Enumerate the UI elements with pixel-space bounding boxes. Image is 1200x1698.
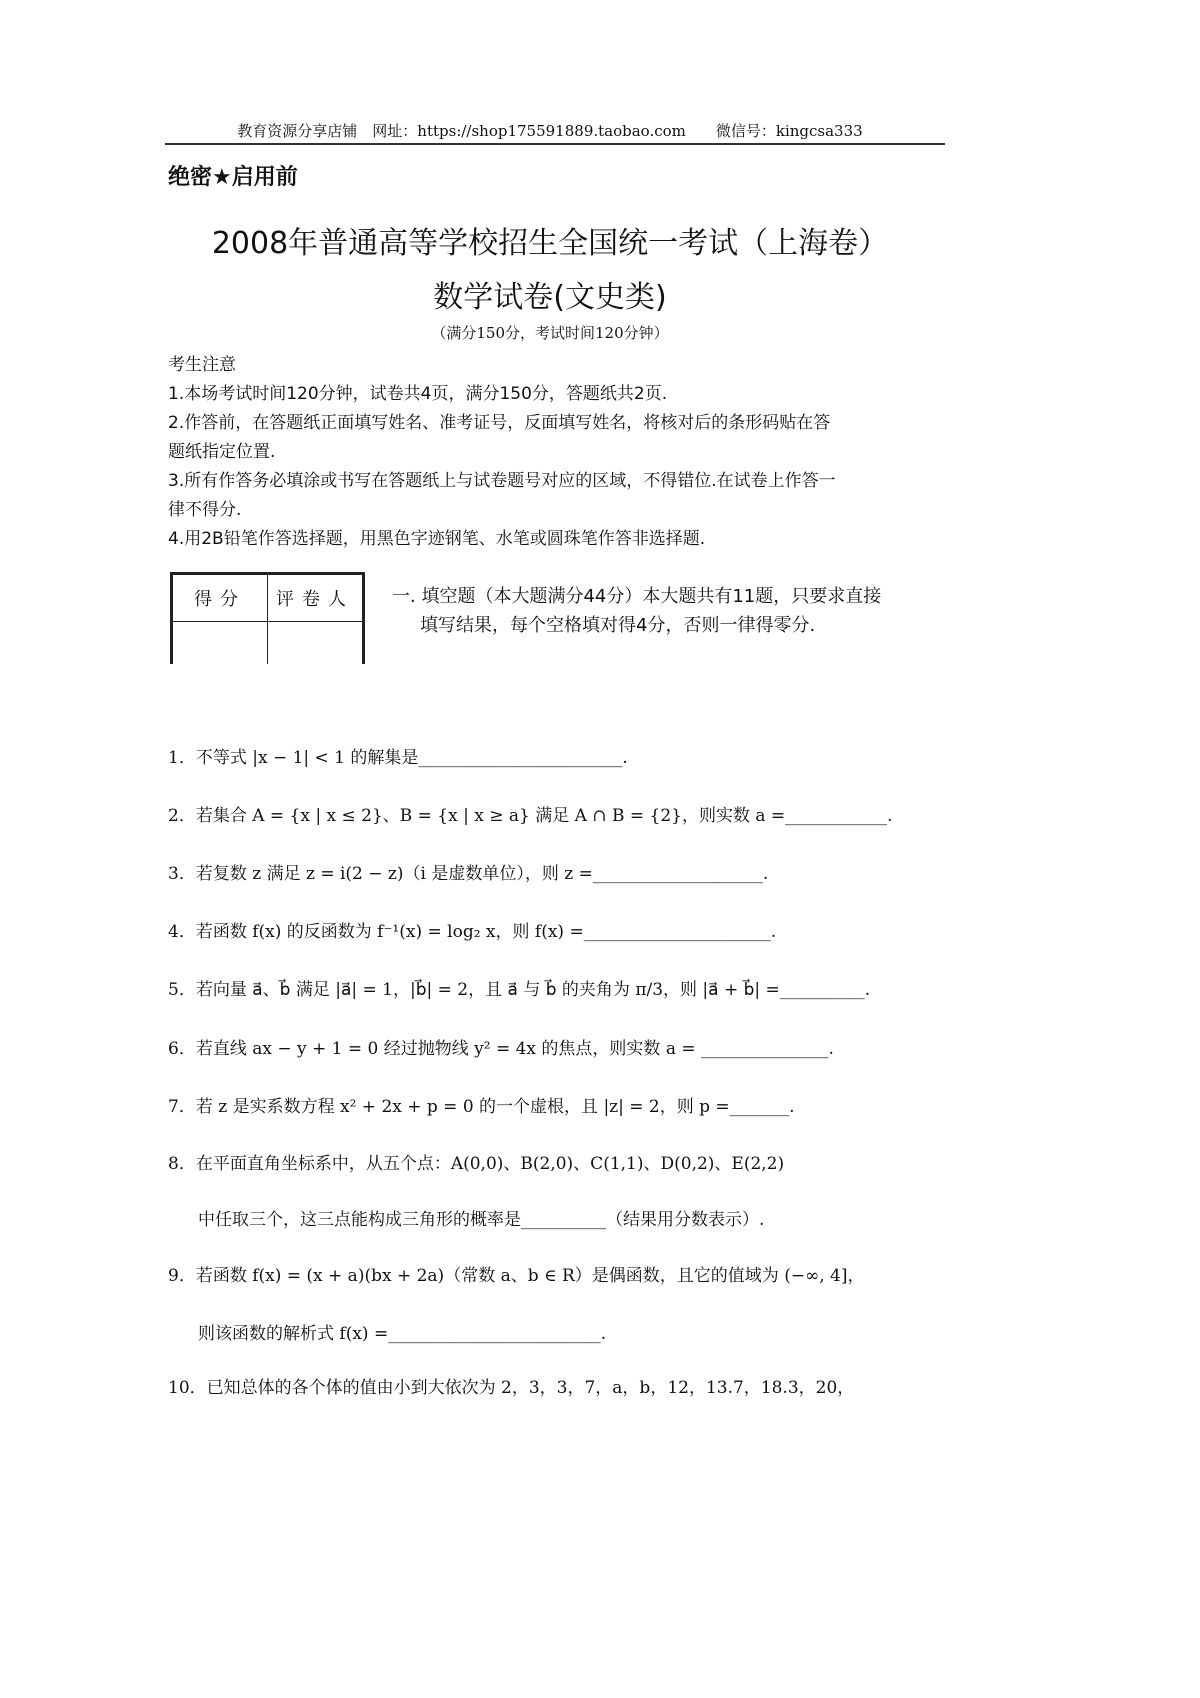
question-6: 6．若直线 ax − y + 1 = 0 经过抛物线 y² = 4x 的焦点，则实数 a = _______________. [168, 1039, 834, 1059]
instruction-line: 4.用2B铅笔作答选择题，用黑色字迹钢笔、水笔或圆珠笔作答非选择题. [168, 529, 706, 549]
question-1: 1．不等式 |x − 1| < 1 的解集是________________________. [168, 748, 628, 768]
exam-note: （满分150分，考试时间120分钟） [431, 324, 669, 342]
section-description: 填写结果，每个空格填对得4分，否则一律得零分. [420, 615, 816, 636]
question-2: 2．若集合 A = {x | x ≤ 2}、B = {x | x ≥ a} 满足 A ∩ B = {2}，则实数 a =____________. [168, 806, 893, 826]
question-10: 10．已知总体的各个体的值由小到大依次为 2，3，3，7，a，b，12，13.7，18.3，20， [168, 1378, 855, 1398]
instruction-line: 律不得分. [168, 500, 242, 520]
instruction-line: 1.本场考试时间120分钟，试卷共4页，满分150分，答题纸共2页. [168, 384, 668, 404]
instructions-heading: 考生注意 [168, 355, 236, 375]
question-9-cont: 则该函数的解析式 f(x) =_________________________. [198, 1324, 607, 1344]
score-header: 得分 [172, 574, 268, 622]
score-table [170, 572, 365, 664]
question-5: 5．若向量 a⃗、b⃗ 满足 |a⃗| = 1，|b⃗| = 2，且 a⃗ 与 b⃗ 的夹角为 π/3，则 |a⃗ + b⃗| =__________. [168, 980, 871, 1000]
instruction-line: 2.作答前，在答题纸正面填写姓名、准考证号，反面填写姓名，将核对后的条形码贴在答 [168, 413, 831, 433]
header-divider [165, 143, 945, 145]
instruction-line: 3.所有作答务必填涂或书写在答题纸上与试卷题号对应的区域，不得错位.在试卷上作答一 [168, 471, 836, 491]
grader-header: 评卷人 [268, 574, 364, 622]
instruction-line: 题纸指定位置. [168, 442, 276, 462]
exam-title: 2008年普通高等学校招生全国统一考试（上海卷） [211, 226, 889, 261]
question-8: 8．在平面直角坐标系中，从五个点：A(0,0)、B(2,0)、C(1,1)、D(0,2)、E(2,2) [168, 1154, 785, 1174]
grader-cell [268, 622, 364, 665]
question-9: 9．若函数 f(x) = (x + a)(bx + 2a)（常数 a、b ∈ R）是偶函数，且它的值域为 (−∞, 4]， [168, 1266, 865, 1286]
secret-label: 绝密★启用前 [168, 165, 298, 190]
question-4: 4．若函数 f(x) 的反函数为 f⁻¹(x) = log₂ x，则 f(x) =______________________. [168, 922, 777, 942]
question-7: 7．若 z 是实系数方程 x² + 2x + p = 0 的一个虚根，且 |z| = 2，则 p =_______. [168, 1097, 795, 1117]
section-heading: 一. 填空题（本大题满分44分）本大题共有11题，只要求直接 [392, 586, 882, 607]
question-3: 3．若复数 z 满足 z = i(2 − z)（i 是虚数单位），则 z =____________________. [168, 864, 769, 884]
page-header: 教育资源分享店铺 网址：https://shop175591889.taobao.com 微信号：kingcsa333 [237, 122, 863, 140]
question-8-cont: 中任取三个，这三点能构成三角形的概率是__________（结果用分数表示）. [198, 1210, 765, 1230]
score-cell [172, 622, 268, 665]
exam-subtitle: 数学试卷(文史类) [433, 280, 667, 315]
